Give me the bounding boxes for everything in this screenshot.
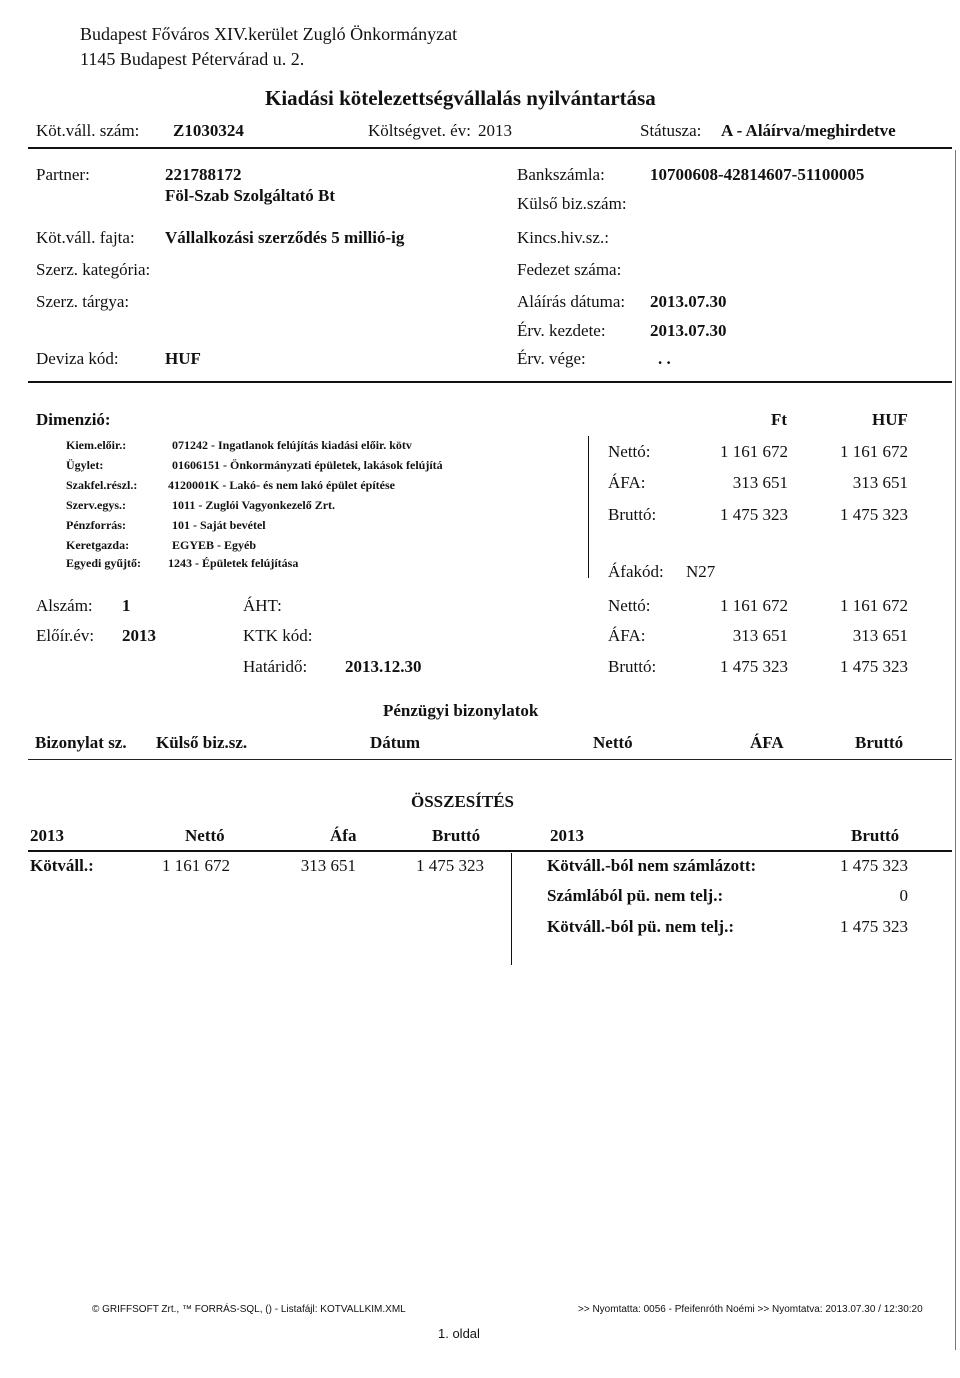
vat-code-label: Áfakód: <box>608 562 664 581</box>
budget-year-value: 2013 <box>478 121 512 140</box>
page-number: 1. oldal <box>438 1326 480 1341</box>
summary-right-year: 2013 <box>550 826 584 845</box>
dim-netto-ft: 1 161 672 <box>720 442 788 461</box>
org-name: Budapest Főváros XIV.kerület Zugló Önkormányzat <box>80 24 458 44</box>
status-value: A - Aláírva/meghirdetve <box>721 121 896 140</box>
summary-row-net: 1 161 672 <box>162 856 230 875</box>
partner-name: Föl-Szab Szolgáltató Bt <box>165 186 335 205</box>
vat-code-value: N27 <box>686 562 716 581</box>
prescription-year-value: 2013 <box>122 626 156 645</box>
header-divider <box>28 147 952 149</box>
coverage-number-label: Fedezet száma: <box>517 260 622 279</box>
dimension-divider <box>588 436 589 578</box>
col-external-doc: Külső biz.sz. <box>156 733 248 752</box>
sub-afa-label: ÁFA: <box>608 626 646 645</box>
dim-netto-label: Nettó: <box>608 442 651 461</box>
summary-right-value: 1 475 323 <box>840 917 908 936</box>
deadline-value: 2013.12.30 <box>345 657 422 676</box>
status-label: Státusza: <box>640 121 702 140</box>
summary-right-label: Kötváll.-ból pü. nem telj.: <box>547 917 734 936</box>
financial-docs-title: Pénzügyi bizonylatok <box>383 701 539 720</box>
summary-right-label: Számlából pü. nem telj.: <box>547 886 724 905</box>
summary-left-year: 2013 <box>30 826 64 845</box>
aht-label: ÁHT: <box>243 596 282 615</box>
dim-row-label: Keretgazda: <box>66 538 130 552</box>
dim-row-label: Kiem.előir.: <box>66 438 127 452</box>
dim-row-value: 01606151 - Önkormányzati épületek, lakások felújítá <box>172 458 443 472</box>
dim-row-value: 101 - Saját bevétel <box>172 518 266 532</box>
col-huf-header: HUF <box>872 410 908 429</box>
sign-date-value: 2013.07.30 <box>650 292 727 311</box>
treasury-ref-label: Kincs.hiv.sz.: <box>517 228 609 247</box>
valid-to-label: Érv. vége: <box>517 349 586 368</box>
sub-brutto-label: Bruttó: <box>608 657 657 676</box>
sub-netto-ft: 1 161 672 <box>720 596 788 615</box>
summary-row-gross: 1 475 323 <box>416 856 484 875</box>
summary-col-vat: Áfa <box>330 826 357 845</box>
col-doc-number: Bizonylat sz. <box>35 733 127 752</box>
dim-row-label: Szakfel.részl.: <box>66 478 138 492</box>
commitment-type-label: Köt.váll. fajta: <box>36 228 135 247</box>
currency-value: HUF <box>165 349 201 368</box>
dim-row-value: 1243 - Épületek felújítása <box>168 556 299 570</box>
currency-label: Deviza kód: <box>36 349 119 368</box>
dim-row-label: Egyedi gyűjtő: <box>66 556 141 570</box>
sign-date-label: Aláírás dátuma: <box>517 292 626 311</box>
col-ft-header: Ft <box>771 410 788 429</box>
summary-right-col-gross: Bruttó <box>851 826 900 845</box>
dim-brutto-huf: 1 475 323 <box>840 505 908 524</box>
footer-software: © GRIFFSOFT Zrt., ™ FORRÁS-SQL, () - Listafájl: KOTVALLKIM.XML <box>92 1304 406 1315</box>
bank-account-value: 10700608-42814607-51100005 <box>650 165 865 184</box>
col-net: Nettó <box>593 733 633 752</box>
org-address: 1145 Budapest Pétervárad u. 2. <box>80 49 305 69</box>
budget-year-label: Költségvet. év: <box>368 121 471 140</box>
dim-row-value: 4120001K - Lakó- és nem lakó épület építése <box>168 478 395 492</box>
sub-brutto-huf: 1 475 323 <box>840 657 908 676</box>
scan-edge-line <box>955 150 956 1350</box>
summary-right-value: 1 475 323 <box>840 856 908 875</box>
sub-afa-huf: 313 651 <box>852 626 908 645</box>
dim-brutto-label: Bruttó: <box>608 505 657 524</box>
dim-netto-huf: 1 161 672 <box>840 442 908 461</box>
footer-print-info: >> Nyomtatta: 0056 - Pfeifenróth Noémi >> Nyomtatva: 2013.07.30 / 12:30:20 <box>578 1304 923 1315</box>
deadline-label: Határidő: <box>243 657 308 676</box>
valid-from-label: Érv. kezdete: <box>517 321 606 340</box>
dim-afa-label: ÁFA: <box>608 473 646 492</box>
summary-title: ÖSSZESÍTÉS <box>411 792 515 811</box>
financial-header-divider <box>28 759 952 760</box>
kv-number-value: Z1030324 <box>173 121 244 140</box>
kv-number-label: Köt.váll. szám: <box>36 121 140 140</box>
col-gross: Bruttó <box>855 733 904 752</box>
document-title: Kiadási kötelezettségvállalás nyilvántartása <box>265 86 656 110</box>
contract-category-label: Szerz. kategória: <box>36 260 151 279</box>
summary-col-gross: Bruttó <box>432 826 481 845</box>
summary-right-label: Kötváll.-ból nem számlázott: <box>547 856 757 875</box>
dim-row-label: Szerv.egys.: <box>66 498 126 512</box>
summary-header-divider <box>28 850 952 852</box>
subnumber-value: 1 <box>122 596 131 615</box>
summary-divider <box>511 853 512 965</box>
col-date: Dátum <box>370 733 421 752</box>
valid-from-value: 2013.07.30 <box>650 321 727 340</box>
bank-account-label: Bankszámla: <box>517 165 605 184</box>
contract-subject-label: Szerz. tárgya: <box>36 292 130 311</box>
sub-netto-huf: 1 161 672 <box>840 596 908 615</box>
dim-row-label: Pénzforrás: <box>66 518 126 532</box>
summary-right-value: 0 <box>899 886 908 905</box>
commitment-type-value: Vállalkozási szerződés 5 millió-ig <box>165 228 405 247</box>
partner-id: 221788172 <box>165 165 242 184</box>
summary-row-label: Kötváll.: <box>30 856 94 875</box>
summary-col-net: Nettó <box>185 826 225 845</box>
dim-row-value: 1011 - Zuglói Vagyonkezelő Zrt. <box>172 498 336 512</box>
dim-row-value: EGYEB - Egyéb <box>172 538 257 552</box>
sub-netto-label: Nettó: <box>608 596 651 615</box>
partner-label: Partner: <box>36 165 90 184</box>
sub-afa-ft: 313 651 <box>732 626 788 645</box>
dimension-label: Dimenzió: <box>36 410 111 429</box>
summary-row-vat: 313 651 <box>300 856 356 875</box>
dim-row-label: Ügylet: <box>66 458 104 472</box>
prescription-year-label: Előír.év: <box>36 626 95 645</box>
sub-brutto-ft: 1 475 323 <box>720 657 788 676</box>
dim-brutto-ft: 1 475 323 <box>720 505 788 524</box>
valid-to-value: . . <box>658 349 671 368</box>
col-vat: ÁFA <box>750 733 784 752</box>
ktk-code-label: KTK kód: <box>243 626 313 645</box>
dim-row-value: 071242 - Ingatlanok felújítás kiadási előir. kötv <box>172 438 412 452</box>
external-doc-label: Külső biz.szám: <box>517 194 627 213</box>
dim-afa-ft: 313 651 <box>732 473 788 492</box>
subnumber-label: Alszám: <box>36 596 93 615</box>
dim-afa-huf: 313 651 <box>852 473 908 492</box>
partner-divider <box>28 381 952 383</box>
